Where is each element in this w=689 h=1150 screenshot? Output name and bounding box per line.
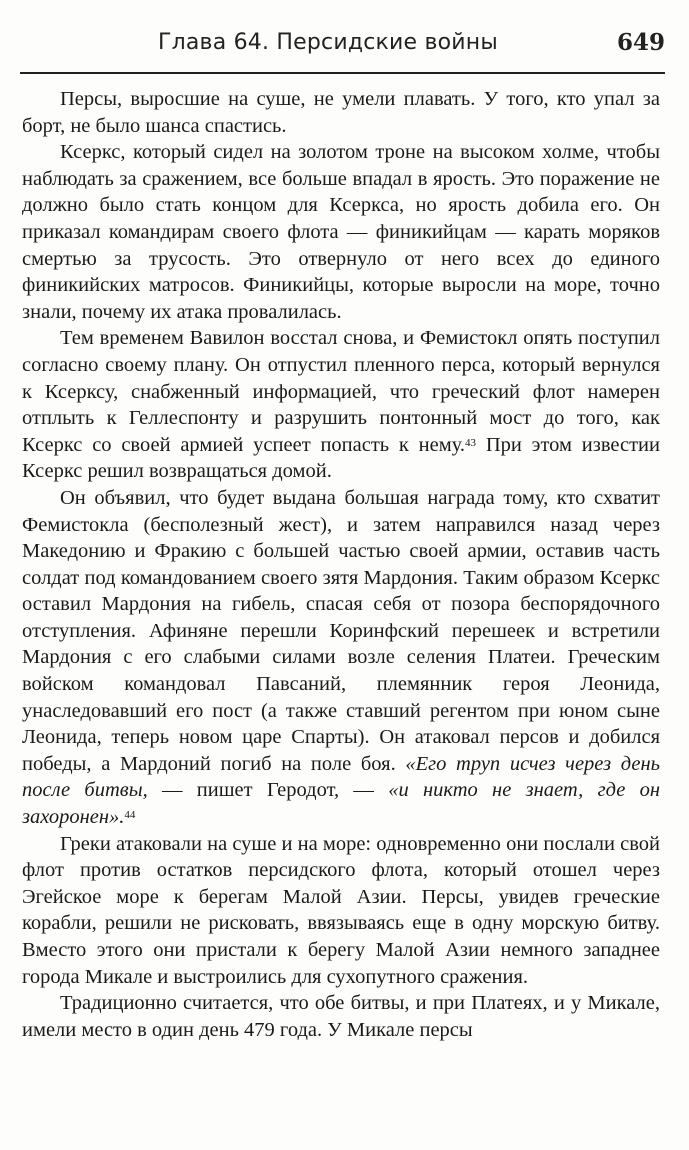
paragraph	[22, 325, 660, 485]
paragraph	[22, 831, 660, 991]
paragraph-text: Ксеркс, который сидел на золотом троне на высоком холме, чтобы наблюдать за сражением, все больше впадал в ярость. Это поражение не должно было стать концом для Ксеркса, но ярость добила его. Он приказал командирам своего флота — финикийцам — карать моряков смертью за трусость. Это отвернуло от него всех до единого финикийских матросов. Финикийцы, которые выросли на море, точно знали, почему их атака провалилась.	[22, 141, 660, 323]
paragraph	[22, 990, 660, 1043]
header-rule	[20, 72, 665, 74]
herodotus-quote: «и никто не знает, где он захоронен».	[22, 779, 661, 829]
paragraph-text: — пишет Геродот, —	[147, 779, 389, 802]
page-header	[20, 26, 665, 70]
paragraph-text: Традиционно считается, что обе битвы, и при Платеях, и у Микале, имели место в один день 479 года. У Микале персы	[22, 992, 660, 1041]
page-number: 649	[616, 29, 665, 56]
body-text	[22, 86, 660, 1043]
paragraph-text: При этом известии Ксеркс решил возвращаться домой.	[22, 433, 660, 483]
paragraph-text: Персы, выросшие на суше, не умели плавать. У того, кто упал за борт, не было шанса спастись.	[22, 88, 660, 137]
paragraph-text: Греки атаковали на суше и на море: одновременно они послали свой флот против остатков персидского флота, который отошел через Эгейское море к берегам Малой Азии. Персы, увидев греческие корабли, решили не рисковать, ввязываясь еще в одну морскую битву. Вместо этого они пристали к берегу Малой Азии немного западнее города Микале и выстроились для сухопутного сражения.	[22, 832, 660, 988]
footnote-marker: 44	[124, 809, 136, 822]
footnote-marker: 43	[465, 436, 477, 449]
herodotus-quote: «Его труп исчез через день после битвы,	[22, 752, 660, 802]
paragraph	[22, 485, 660, 831]
paragraph-text: Тем временем Вавилон восстал снова, и Фемистокл опять поступил согласно своему плану. Он отпустил пленного перса, который вернулся к Ксерксу, снабженный информацией, что греческий флот намерен отплыть к Геллеспонту и разрушить понтонный мост до того, как Ксеркс со своей армией успеет попасть к нему.	[22, 327, 660, 456]
paragraph-text: Он объявил, что будет выдана большая награда тому, кто схватит Фемистокла (бесполезный жест), и затем направился назад через Македонию и Фракию с большей частью своей армии, оставив часть солдат под командованием своего зятя Мардония. Таким образом Ксеркс оставил Мардония на гибель, спасая себя от позора беспорядочного отступления. Афиняне перешли Коринфский перешеек и встретили Мардония с его слабыми силами возле селения Платеи. Греческим войском командовал Павсаний, племянник героя Леонида, унаследовавший его пост (а также ставший регентом при юном сыне Леонида, теперь новом царе Спарты). Он атаковал персов и добился победы, а Мардоний погиб на поле боя.	[22, 486, 660, 775]
paragraph	[22, 86, 660, 139]
paragraph	[22, 139, 660, 325]
chapter-title: Глава 64. Персидские войны	[158, 30, 498, 55]
